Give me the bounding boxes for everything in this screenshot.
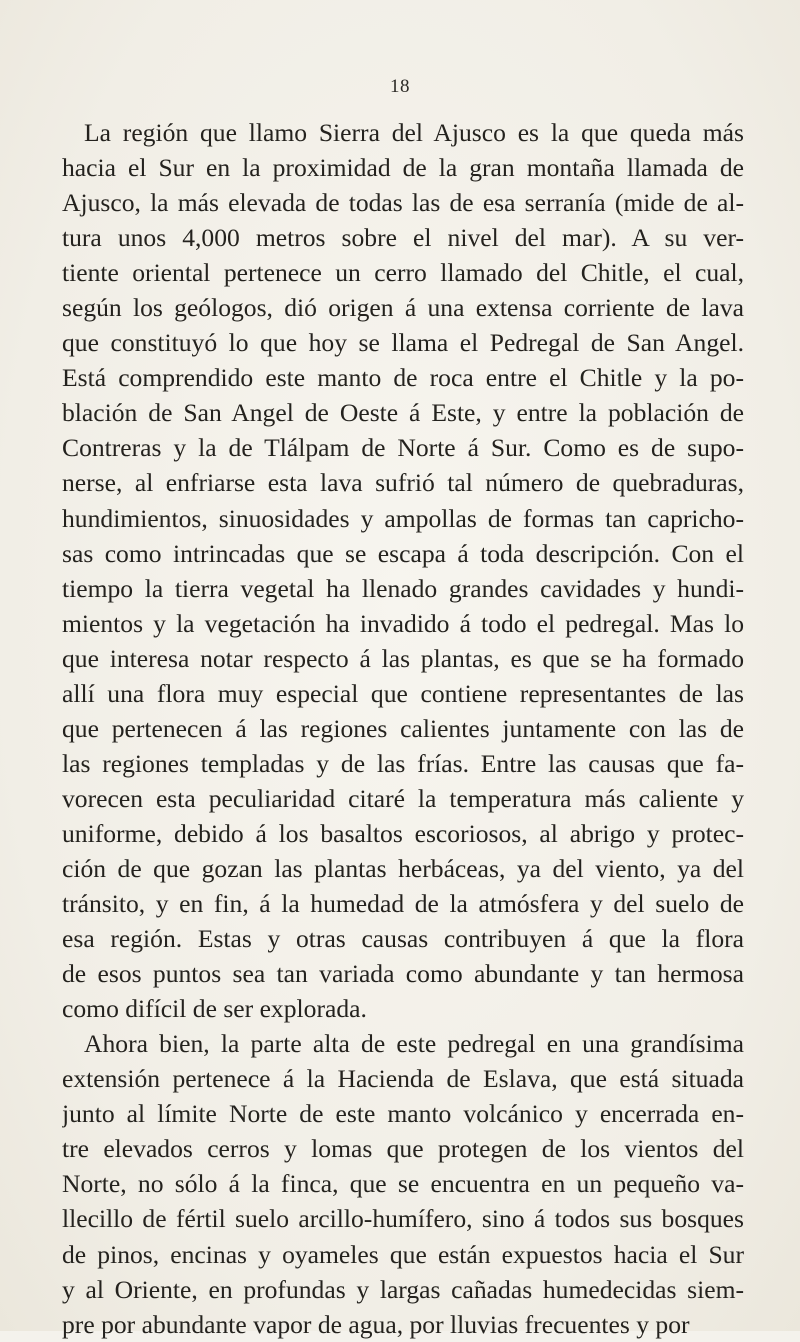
text-line: como difícil de ser explorada. (62, 994, 367, 1024)
text-line: tiempo la tierra vegetal ha llenado grandes cavidades y hundi- (62, 573, 744, 603)
text-line: junto al límite Norte de este manto volcánico y encerrada en- (62, 1099, 744, 1129)
text-line: Norte, no sólo á la finca, que se encuentra en un pequeño va- (62, 1169, 744, 1199)
text-line: ción de que gozan las plantas herbáceas, ya del viento, ya del (62, 853, 744, 883)
text-line: Ajusco, la más elevada de todas las de esa serranía (mide de al- (62, 188, 744, 218)
text-line: de esos puntos sea tan variada como abundante y tan hermosa (62, 959, 744, 989)
text-line: que interesa notar respecto á las plantas, es que se ha formado (62, 643, 744, 673)
text-line: esa región. Estas y otras causas contribuyen á que la flora (62, 924, 744, 954)
text-line: tiente oriental pertenece un cerro llamado del Chitle, el cual, (62, 258, 744, 288)
text-line: que pertenecen á las regiones calientes juntamente con las de (62, 713, 744, 743)
text-line: según los geólogos, dió origen á una extensa corriente de lava (62, 293, 744, 323)
text-line: y al Oriente, en profundas y largas cañadas humedecidas siem- (62, 1274, 744, 1304)
text-line: vorecen esta peculiaridad citaré la temperatura más caliente y (62, 783, 744, 813)
text-line: Está comprendido este manto de roca entre el Chitle y la po- (62, 363, 744, 393)
text-line: que constituyó lo que hoy se llama el Pedregal de San Angel. (62, 328, 744, 358)
text-line: pre por abundante vapor de agua, por lluvias frecuentes y por (62, 1309, 690, 1339)
text-line: llecillo de fértil suelo arcillo-humífero, sino á todos sus bosques (62, 1204, 744, 1234)
text-line: tránsito, y en fin, á la humedad de la atmósfera y del suelo de (62, 889, 744, 919)
text-line: de pinos, encinas y oyameles que están expuestos hacia el Sur (62, 1239, 744, 1269)
text-line: hacia el Sur en la proximidad de la gran montaña llamada de (62, 153, 744, 183)
text-line: La región que llamo Sierra del Ajusco es la que queda más (84, 118, 744, 147)
text-line: Ahora bien, la parte alta de este pedregal en una grandísima (84, 1029, 744, 1059)
text-line: allí una flora muy especial que contiene representantes de las (62, 678, 744, 708)
text-line: hundimientos, sinuosidades y ampollas de formas tan capricho- (62, 503, 744, 533)
text-line: Contreras y la de Tlálpam de Norte á Sur. Como es de supo- (62, 433, 744, 463)
text-line: mientos y la vegetación ha invadido á todo el pedregal. Mas lo (62, 608, 744, 638)
body-text (62, 115, 744, 1342)
text-line: las regiones templadas y de las frías. Entre las causas que fa- (62, 748, 744, 778)
text-line: tre elevados cerros y lomas que protegen de los vientos del (62, 1134, 744, 1164)
text-line: tura unos 4,000 metros sobre el nivel del mar). A su ver- (62, 223, 744, 253)
text-line: blación de San Angel de Oeste á Este, y entre la población de (62, 398, 744, 428)
text-line: nerse, al enfriarse esta lava sufrió tal número de quebraduras, (62, 468, 744, 498)
text-line: sas como intrincadas que se escapa á toda descripción. Con el (62, 538, 744, 568)
text-line: extensión pertenece á la Hacienda de Eslava, que está situada (62, 1064, 744, 1094)
text-line: uniforme, debido á los basaltos escoriosos, al abrigo y protec- (62, 818, 744, 848)
page-number: 18 (390, 76, 410, 97)
